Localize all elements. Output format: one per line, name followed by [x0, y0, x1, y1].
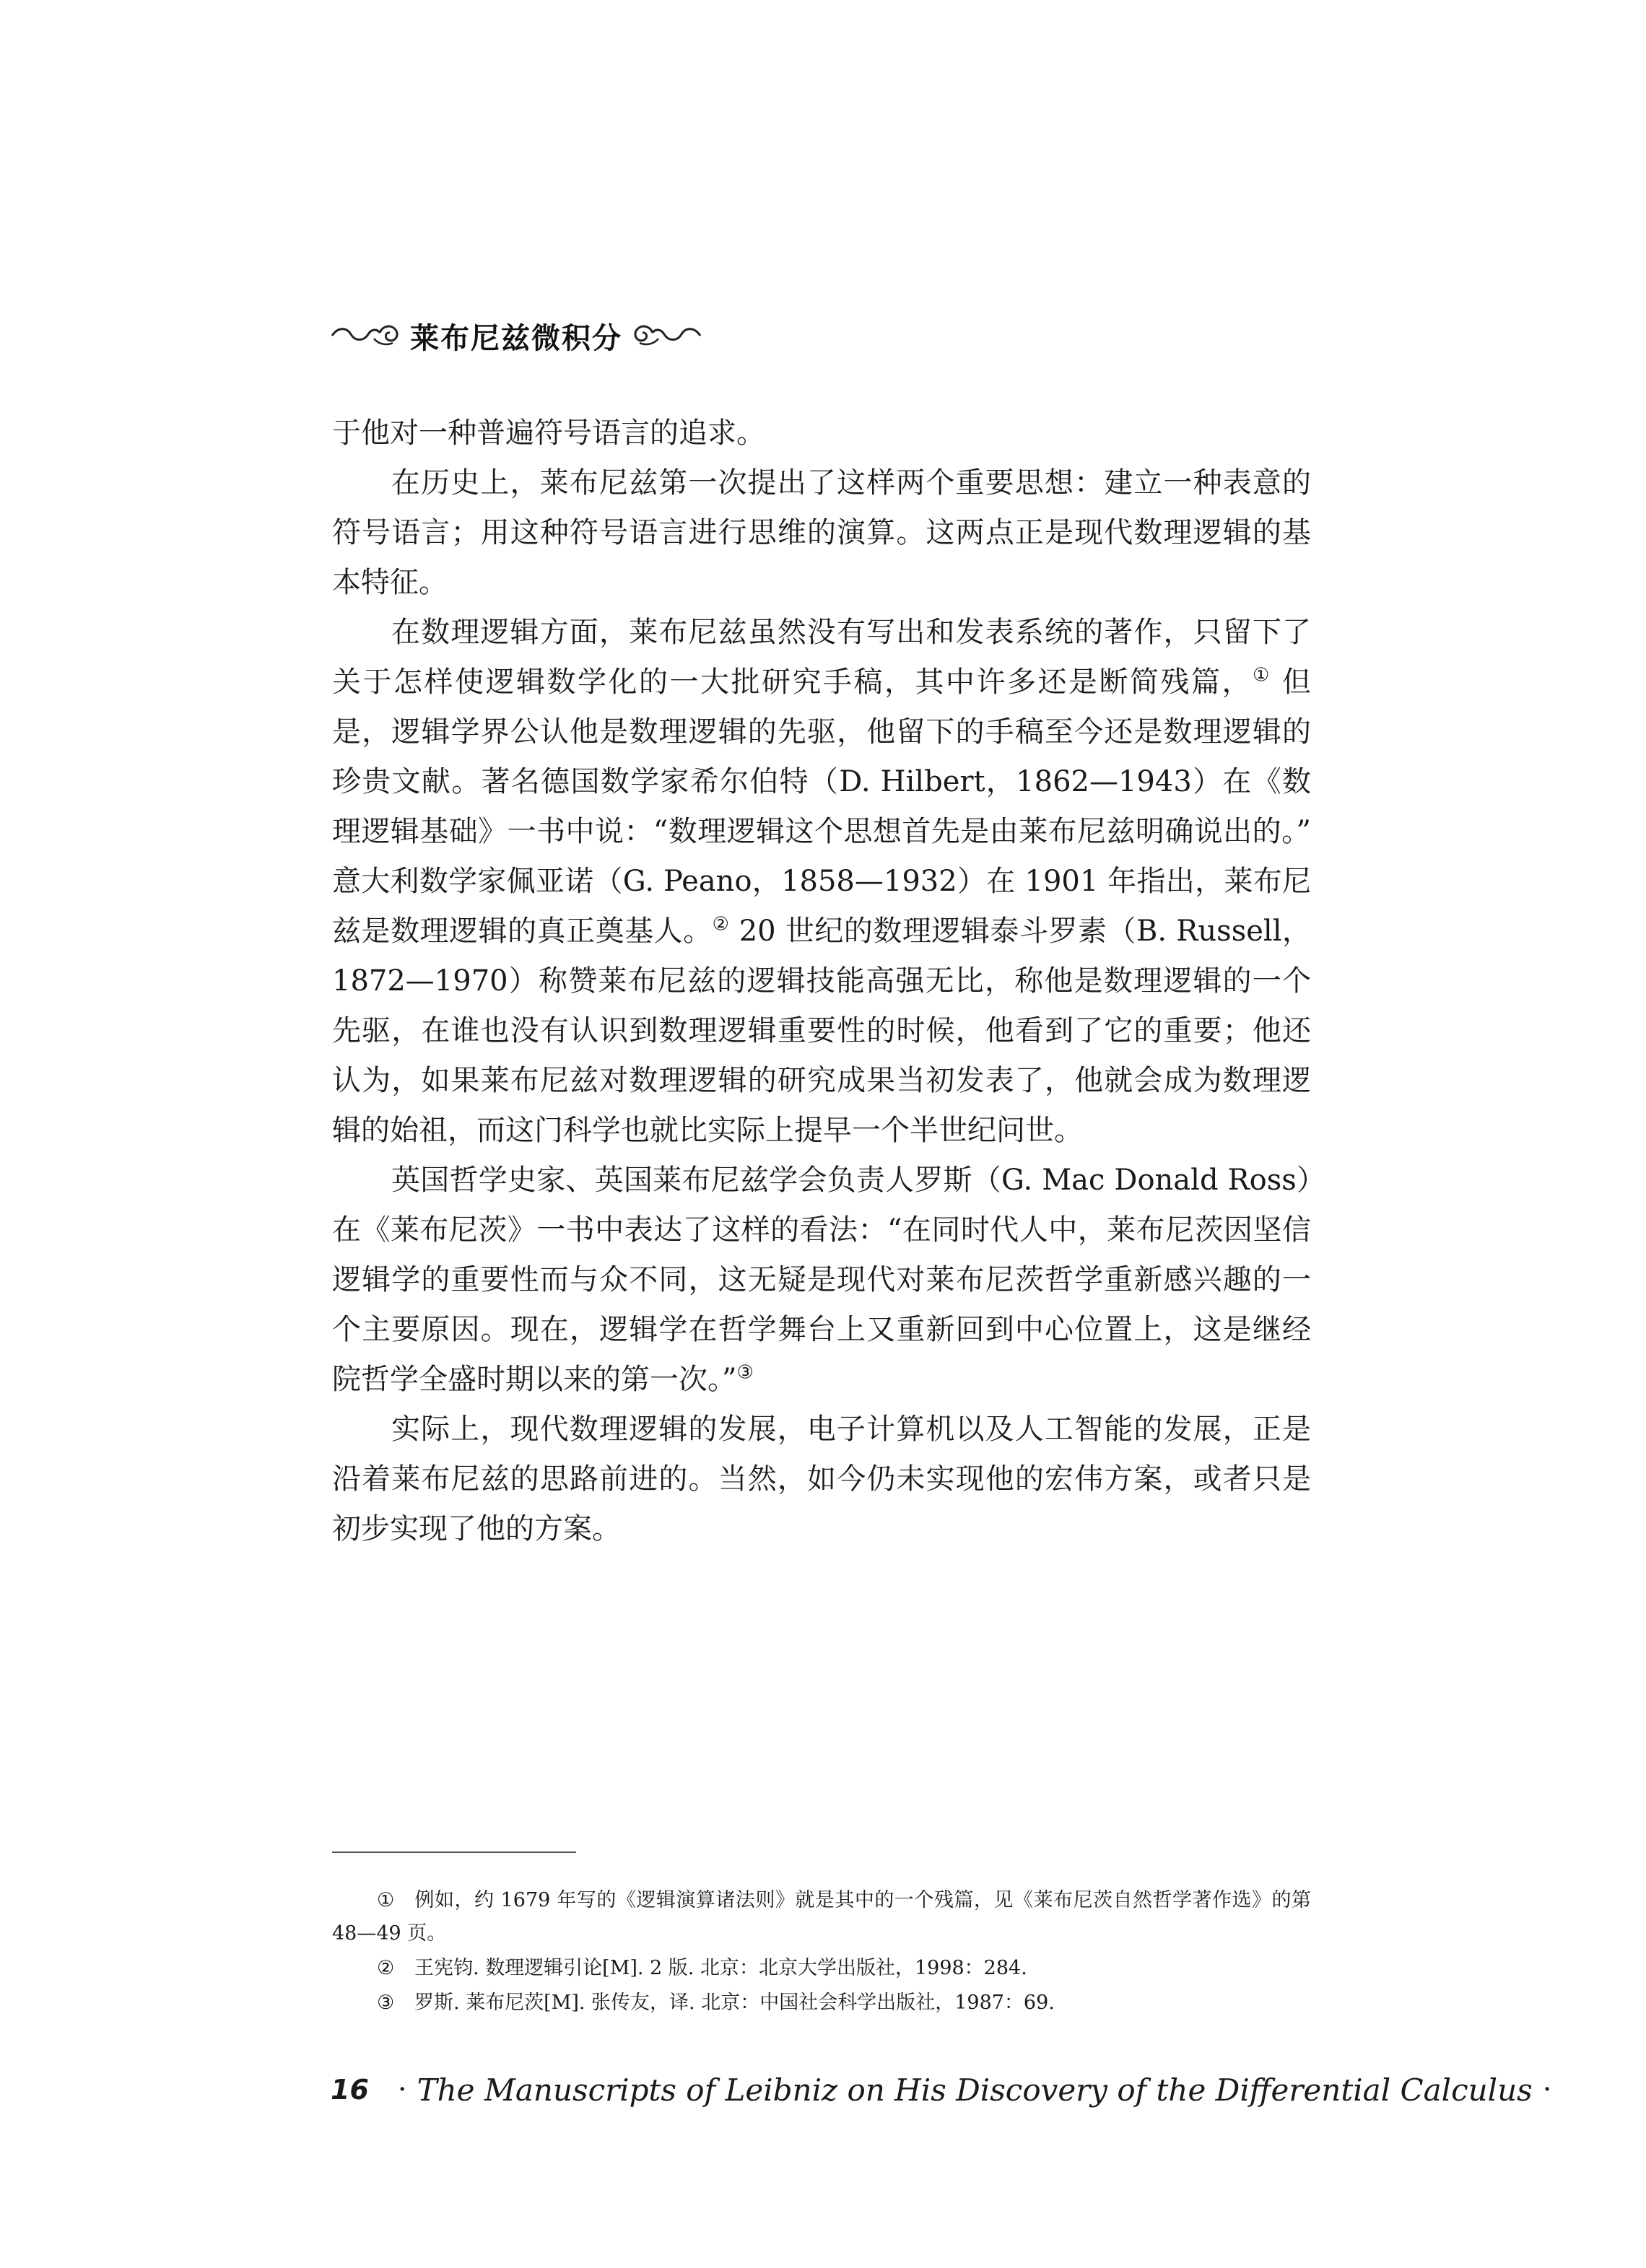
- footnote-3: [332, 1986, 1311, 2020]
- paragraph-4-part-a: 英国哲学史家、英国莱布尼兹学会负责人罗斯（G. Mac Donald Ross）在《莱布尼茨》一书中表达了这样的看法：“在同时代人中，莱布尼茨因坚信逻辑学的重要性而与众不同，这无疑是现代对莱布尼茨哲学重新感兴趣的一个主要原因。现在，逻辑学在哲学舞台上又重新回到中心位置上，这是继经院哲学全盛时期以来的第一次。”: [332, 1164, 1311, 1396]
- footnote-divider: [332, 1852, 576, 1853]
- running-header: [331, 310, 702, 361]
- footnote-marker: ③: [377, 1992, 395, 2014]
- paragraph-1: 于他对一种普遍符号语言的追求。: [332, 416, 765, 450]
- paragraph-3-part-a: 在数理逻辑方面，莱布尼兹虽然没有写出和发表系统的著作，只留下了关于怎样使逻辑数学化的一大批研究手稿，其中许多还是断简残篇，: [332, 616, 1311, 699]
- footnote-marker: ①: [377, 1889, 395, 1911]
- running-footer: [331, 2064, 1562, 2115]
- ornament-left-icon: [331, 320, 403, 352]
- footnote-ref-1[interactable]: ①: [1252, 664, 1271, 686]
- footnote-marker: ②: [377, 1957, 395, 1979]
- footnotes: [332, 1884, 1311, 2021]
- ornament-right-icon: [630, 320, 702, 352]
- paragraph-3-part-b: 但是，逻辑学界公认他是数理逻辑的先驱，他留下的手稿至今还是数理逻辑的珍贵文献。著名德国数学家希尔伯特（D. Hilbert，1862—1943）在《数理逻辑基础》一书中说：“数理逻辑这个思想首先是由莱布尼兹明确说出的。” 意大利数学家佩亚诺（G. Peano，1858—1932）在 1901 年指出，莱布尼兹是数理逻辑的真正奠基人。: [332, 666, 1312, 948]
- paragraph-2: 在历史上，莱布尼兹第一次提出了这样两个重要思想：建立一种表意的符号语言；用这种符号语言进行思维的演算。这两点正是现代数理逻辑的基本特征。: [332, 466, 1311, 599]
- footer-running-title: The Manuscripts of Leibniz on His Discovery of the Differential Calculus: [417, 2072, 1533, 2108]
- main-text: [332, 409, 1311, 1554]
- page-number: 16: [331, 2074, 369, 2106]
- footer-dot-left: ·: [397, 2073, 407, 2106]
- paragraph-3-part-c: 20 世纪的数理逻辑泰斗罗素（B. Russell，1872—1970）称赞莱布尼兹的逻辑技能高强无比，称他是数理逻辑的一个先驱，在谁也没有认识到数理逻辑重要性的时候，他看到了它的重要；他还认为，如果莱布尼兹对数理逻辑的研究成果当初发表了，他就会成为数理逻辑的始祖，而这门科学也就比实际上提早一个半世纪问世。: [332, 915, 1312, 1147]
- footnote-2: [332, 1952, 1311, 1985]
- paragraph-5: 实际上，现代数理逻辑的发展，电子计算机以及人工智能的发展，正是沿着莱布尼兹的思路前进的。当然，如今仍未实现他的宏伟方案，或者只是初步实现了他的方案。: [332, 1413, 1311, 1545]
- footnote-ref-2[interactable]: ②: [712, 913, 730, 935]
- header-title: 莱布尼兹微积分: [410, 321, 622, 355]
- footnote-1: [332, 1884, 1311, 1950]
- footnote-text: 王宪钧. 数理逻辑引论[M]. 2 版. 北京：北京大学出版社，1998：284.: [414, 1957, 1027, 1979]
- footnote-text: 罗斯. 莱布尼茨[M]. 张传友，译. 北京：中国社会科学出版社，1987：69.: [414, 1992, 1055, 2014]
- paragraph-4: [332, 1156, 1311, 1405]
- footnote-text: 例如，约 1679 年写的《逻辑演算诸法则》就是其中的一个残篇，见《莱布尼茨自然哲学著作选》的第 48—49 页。: [332, 1889, 1311, 1945]
- paragraph-3: [332, 608, 1311, 1156]
- footnote-ref-3[interactable]: ③: [736, 1361, 754, 1384]
- footer-dot-right: ·: [1542, 2073, 1552, 2106]
